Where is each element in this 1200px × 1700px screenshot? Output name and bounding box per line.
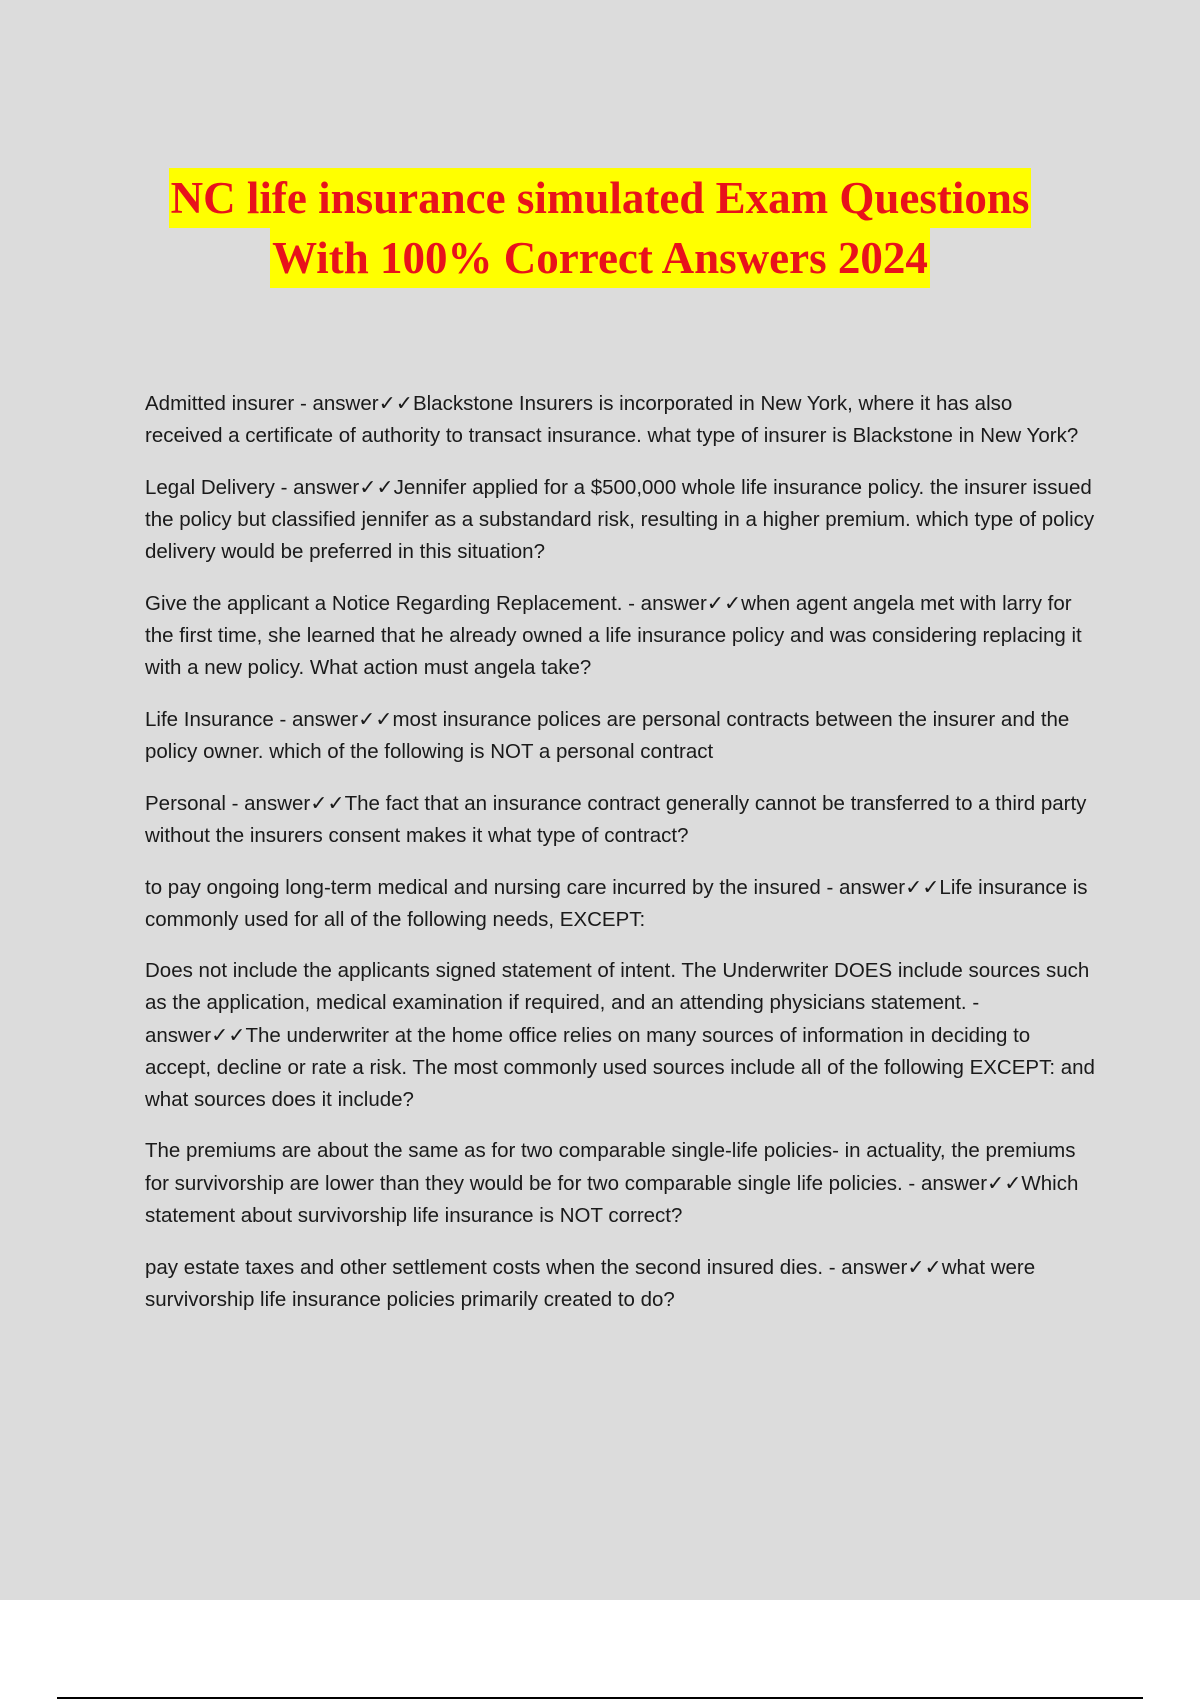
qa-question: when agent angela met with larry for the first time, she learned that he already owned a life insurance policy and was considering replacing it with a new policy. What action must angela take? <box>145 592 1082 679</box>
qa-separator: - answer <box>145 991 980 1047</box>
double-check-icon: ✓✓ <box>905 875 940 899</box>
qa-item <box>145 1251 1095 1316</box>
qa-item <box>145 955 1095 1116</box>
qa-separator: - answer <box>274 476 360 499</box>
qa-item <box>145 787 1095 852</box>
qa-question: most insurance polices are personal contracts between the insurer and the policy owner. which of the following is NOT a personal contract <box>145 708 1070 763</box>
qa-item <box>145 871 1095 936</box>
qa-question: Life insurance is commonly used for all of the following needs, EXCEPT: <box>145 876 1088 931</box>
qa-answer: The premiums are about the same as for two comparable single-life policies- in actuality, the premiums for survivorship are lower than they would be for two comparable single life policies. <box>145 1139 1076 1195</box>
qa-question: The underwriter at the home office relies on many sources of information in deciding to accept, decline or rate a risk. The most commonly used sources include all of the following EXCEPT: and what sources does it include? <box>145 1024 1095 1111</box>
qa-answer: Personal <box>145 792 226 815</box>
qa-item <box>145 1135 1095 1232</box>
qa-separator: - answer <box>820 876 906 899</box>
title-line-1: NC life insurance simulated Exam Questions <box>169 168 1032 228</box>
qa-item <box>145 587 1095 684</box>
qa-separator: - answer <box>273 708 359 731</box>
qa-separator: - answer <box>902 1172 988 1195</box>
qa-list <box>145 387 1095 1335</box>
double-check-icon: ✓✓ <box>211 1023 246 1047</box>
qa-question: Jennifer applied for a $500,000 whole life insurance policy. the insurer issued the policy but classified jennifer as a substandard risk, resulting in a higher premium. which type of policy delivery would be preferred in this situation? <box>145 476 1095 563</box>
document-title <box>0 168 1200 288</box>
qa-question: what were survivorship life insurance policies primarily created to do? <box>145 1256 1036 1311</box>
title-line-2: With 100% Correct Answers 2024 <box>270 228 930 288</box>
qa-separator: - answer <box>225 792 311 815</box>
double-check-icon: ✓✓ <box>358 707 393 731</box>
qa-item <box>145 703 1095 768</box>
qa-question: The fact that an insurance contract generally cannot be transferred to a third party without the insurers consent makes it what type of contract? <box>145 792 1087 847</box>
qa-item <box>145 387 1095 452</box>
double-check-icon: ✓✓ <box>907 1255 942 1279</box>
qa-answer: Legal Delivery <box>145 476 275 499</box>
double-check-icon: ✓✓ <box>310 791 345 815</box>
qa-answer: Life Insurance <box>145 708 274 731</box>
qa-answer: Give the applicant a Notice Regarding Replacement. <box>145 592 623 615</box>
qa-separator: - answer <box>823 1256 908 1279</box>
double-check-icon: ✓✓ <box>359 475 394 499</box>
qa-separator: - answer <box>622 592 707 615</box>
qa-question: Which statement about survivorship life insurance is NOT correct? <box>145 1172 1079 1227</box>
double-check-icon: ✓✓ <box>706 591 742 615</box>
qa-answer: Does not include the applicants signed statement of intent. The Underwriter DOES include sources such as the application, medical examination if required, and an attending physicians statement. <box>145 959 1090 1014</box>
double-check-icon: ✓✓ <box>378 391 413 415</box>
qa-question: Blackstone Insurers is incorporated in New York, where it has also received a certificate of authority to transact insurance. what type of insurer is Blackstone in New York? <box>145 392 1079 447</box>
qa-answer: pay estate taxes and other settlement costs when the second insured dies. <box>145 1256 824 1279</box>
qa-item <box>145 471 1095 568</box>
qa-answer: Admitted insurer <box>145 392 295 415</box>
qa-separator: - answer <box>294 392 379 415</box>
footer-divider <box>57 1697 1143 1699</box>
double-check-icon: ✓✓ <box>987 1171 1022 1195</box>
qa-answer: to pay ongoing long-term medical and nursing care incurred by the insured <box>145 876 821 899</box>
